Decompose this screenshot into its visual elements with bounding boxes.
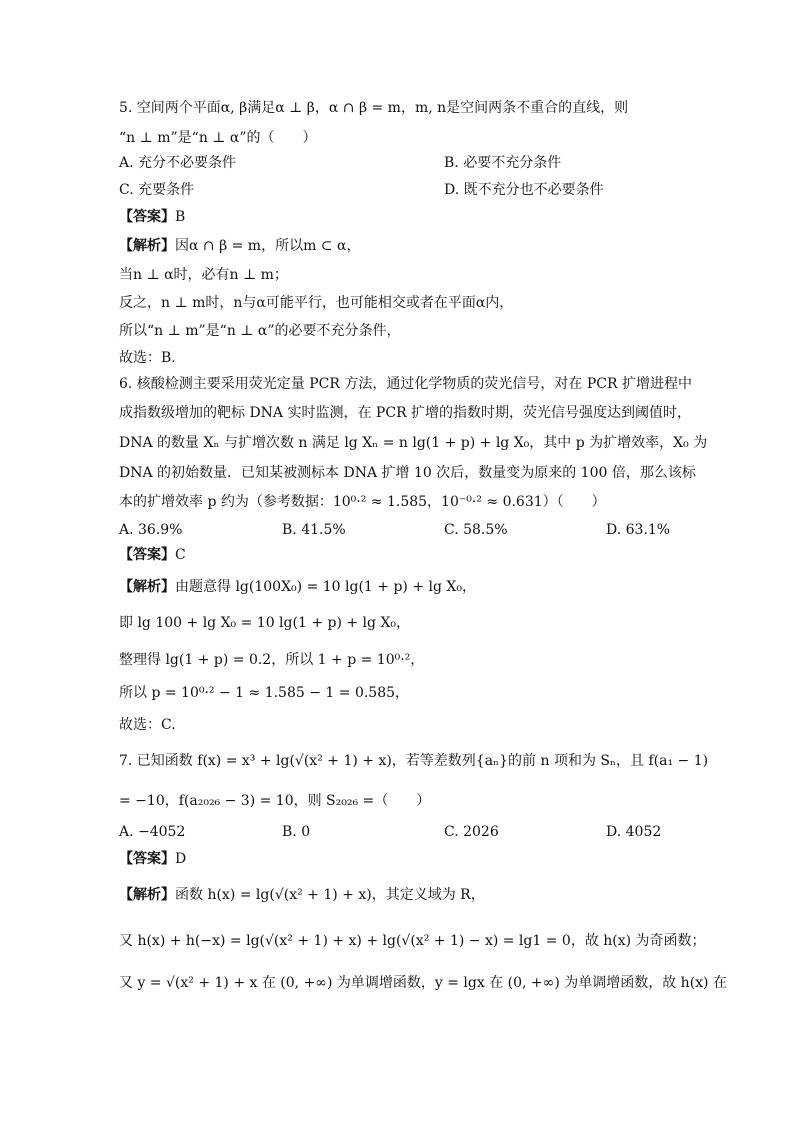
q6-analysis-line-5: 故选：C.	[119, 717, 176, 733]
q7-stem-line-2: = −10，f(a₂₀₂₆ − 3) = 10，则 S₂₀₂₆ =（ ）	[119, 793, 431, 809]
q6-analysis-line-3: 整理得 lg(1 + p) = 0.2，所以 1 + p = 10⁰·²，	[119, 652, 425, 668]
q5-option-c: C. 充要条件	[119, 182, 195, 198]
q7-option-d: D. 4052	[606, 824, 662, 840]
q6-option-c: C. 58.5%	[444, 522, 508, 538]
q6-analysis-line-2: 即 lg 100 + lg X₀ = 10 lg(1 + p) + lg X₀，	[119, 615, 411, 631]
q6-option-d: D. 63.1%	[606, 522, 671, 538]
q6-option-a: A. 36.9%	[119, 522, 183, 538]
q7-analysis-line-3: 又 y = √(x² + 1) + x 在 (0, +∞) 为单调增函数，y = lgx 在 (0, +∞) 为单调增函数，故 h(x) 在	[119, 975, 727, 991]
q7-analysis-line-1: 【解析】函数 h(x) = lg(√(x² + 1) + x)，其定义域为 R，	[119, 887, 485, 903]
q5-analysis-line-3: 反之，n ⊥ m时，n与α可能平行，也可能相交或者在平面α内，	[119, 295, 514, 311]
q6-stem-line-3: DNA 的数量 Xₙ 与扩增次数 n 满足 lg Xₙ = n lg(1 + p) + lg X₀，其中 p 为扩增效率，X₀ 为	[119, 435, 708, 451]
q7-answer: 【答案】D	[119, 851, 187, 867]
q6-analysis-line-4: 所以 p = 10⁰·² − 1 ≈ 1.585 − 1 = 0.585，	[119, 685, 410, 701]
q5-stem-line-1: 5. 空间两个平面α, β满足α ⊥ β，α ∩ β = m，m, n是空间两条不重合的直线，则	[119, 100, 629, 116]
q6-stem-line-2: 成指数级增加的靶标 DNA 实时监测，在 PCR 扩增的指数时期，荧光信号强度达到阈值时，	[119, 405, 692, 421]
q5-option-a: A. 充分不必要条件	[119, 155, 237, 171]
q6-option-b: B. 41.5%	[282, 522, 346, 538]
q5-analysis-line-5: 故选：B.	[119, 350, 176, 366]
q5-stem-line-2: “n ⊥ m”是“n ⊥ α”的（ ）	[119, 130, 317, 146]
q5-option-d: D. 既不充分也不必要条件	[444, 182, 604, 198]
q5-analysis-line-4: 所以“n ⊥ m”是“n ⊥ α”的必要不充分条件，	[119, 323, 401, 339]
q5-option-b: B. 必要不充分条件	[444, 155, 562, 171]
q6-analysis-line-1: 【解析】由题意得 lg(100X₀) = 10 lg(1 + p) + lg X₀，	[119, 579, 476, 595]
q7-option-b: B. 0	[282, 824, 311, 840]
q7-option-a: A. −4052	[119, 824, 186, 840]
q5-analysis-line-2: 当n ⊥ α时，必有n ⊥ m；	[119, 267, 288, 283]
q7-option-c: C. 2026	[444, 824, 499, 840]
q6-stem-line-5: 本的扩增效率 p 约为（参考数据：10⁰·² ≈ 1.585，10⁻⁰·² ≈ 0.631）（ ）	[119, 494, 606, 510]
q7-stem-line-1: 7. 已知函数 f(x) = x³ + lg(√(x² + 1) + x)，若等差数列{aₙ}的前 n 项和为 Sₙ，且 f(a₁ − 1)	[119, 753, 709, 769]
q7-analysis-line-2: 又 h(x) + h(−x) = lg(√(x² + 1) + x) + lg(√(x² + 1) − x) = lg1 = 0，故 h(x) 为奇函数；	[119, 933, 706, 949]
q6-stem-line-1: 6. 核酸检测主要采用荧光定量 PCR 方法，通过化学物质的荧光信号，对在 PCR 扩增进程中	[119, 376, 692, 392]
q5-answer: 【答案】B	[119, 209, 186, 225]
q6-stem-line-4: DNA 的初始数量．已知某被测标本 DNA 扩增 10 次后，数量变为原来的 100 倍，那么该标	[119, 465, 696, 481]
q6-answer: 【答案】C	[119, 547, 186, 563]
q5-analysis-line-1: 【解析】因α ∩ β = m，所以m ⊂ α，	[119, 238, 361, 254]
